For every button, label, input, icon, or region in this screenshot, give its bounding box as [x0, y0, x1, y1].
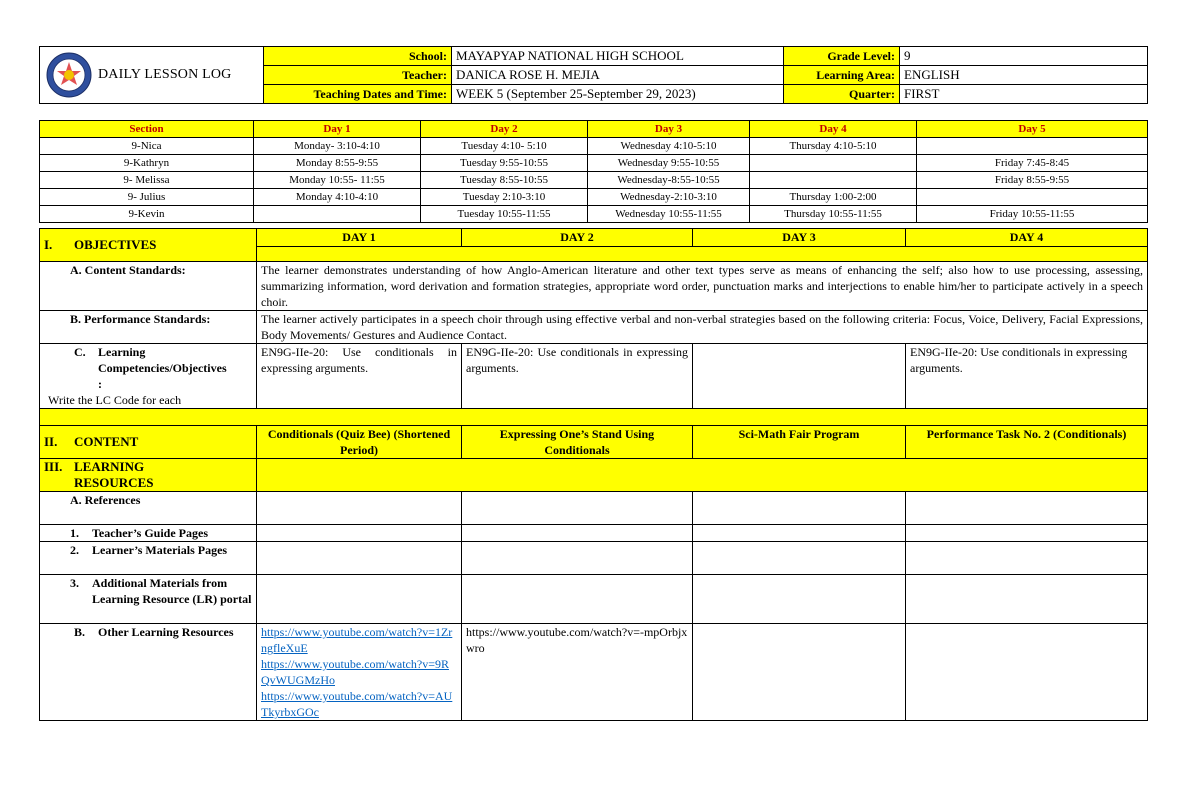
document-title: DAILY LESSON LOG — [98, 67, 232, 82]
teaching-dates-value: WEEK 5 (September 25-September 29, 2023) — [452, 85, 784, 104]
competency-day2: EN9G-IIe-20: Use conditionals in expressing arguments. — [462, 344, 693, 409]
deped-seal-icon — [46, 52, 92, 98]
learners-materials-day3 — [693, 542, 906, 575]
competency-day1: EN9G-IIe-20: Use conditionals in expressing arguments. — [257, 344, 462, 409]
table-row — [40, 155, 1148, 172]
schedule-header-cell: Day 5 — [917, 121, 1148, 138]
schedule-cell: Friday 7:45-8:45 — [917, 155, 1148, 172]
schedule-cell: Friday 10:55-11:55 — [917, 206, 1148, 223]
schedule-header-cell: Day 2 — [421, 121, 588, 138]
schedule-cell — [254, 206, 421, 223]
youtube-link[interactable]: https://www.youtube.com/watch?v=AUTkyrbxGOc — [261, 689, 453, 719]
schedule-cell: Tuesday 2:10-3:10 — [421, 189, 588, 206]
learners-materials-day4 — [906, 542, 1148, 575]
learning-resources-heading — [40, 459, 257, 492]
schedule-cell — [750, 155, 917, 172]
teacher-label: Teacher: — [264, 66, 452, 85]
schedule-cell: Monday- 3:10-4:10 — [254, 138, 421, 155]
content-standards-text: The learner demonstrates understanding of how Anglo-American literature and other text types serve as means of enhancing the self; also how to use processing, assessing, summarizing information, word derivation and formation strategies, appropriate word order, punctuation marks and interjections to enable him/her to participate actively in a speech choir. — [257, 262, 1148, 311]
schedule-cell: Wednesday 9:55-10:55 — [588, 155, 750, 172]
additional-materials-number: 3. — [70, 576, 79, 590]
additional-materials-day1 — [257, 575, 462, 624]
header-logo-cell — [40, 47, 264, 104]
table-row — [40, 138, 1148, 155]
schedule-header-row — [40, 121, 1148, 138]
teachers-guide-day4 — [906, 525, 1148, 542]
content-day2: Expressing One’s Stand Using Conditionals — [462, 426, 693, 459]
learning-area-label: Learning Area: — [784, 66, 900, 85]
content-standards-label: A. Content Standards: — [40, 262, 257, 311]
schedule-header-cell: Section — [40, 121, 254, 138]
schedule-header-cell: Day 4 — [750, 121, 917, 138]
schedule-cell: Tuesday 8:55-10:55 — [421, 172, 588, 189]
teachers-guide-day1 — [257, 525, 462, 542]
learners-materials-text: Learner’s Materials Pages — [92, 543, 228, 557]
competencies-label-line3: : — [98, 377, 102, 391]
performance-standards-label: B. Performance Standards: — [40, 311, 257, 344]
competencies-label — [40, 344, 257, 409]
table-row — [40, 206, 1148, 223]
content-day4: Performance Task No. 2 (Conditionals) — [906, 426, 1148, 459]
schedule-cell: Thursday 10:55-11:55 — [750, 206, 917, 223]
schedule-cell: Monday 4:10-4:10 — [254, 189, 421, 206]
competencies-number: C. — [74, 345, 86, 359]
competency-day4: EN9G-IIe-20: Use conditionals in expressing arguments. — [906, 344, 1148, 409]
section-name: 9-Kathryn — [40, 155, 254, 172]
day-header: DAY 3 — [693, 229, 906, 247]
content-day1: Conditionals (Quiz Bee) (Shortened Period) — [257, 426, 462, 459]
learners-materials-day2 — [462, 542, 693, 575]
day-header: DAY 2 — [462, 229, 693, 247]
other-resources-day1 — [257, 624, 462, 721]
schedule-cell: Monday 10:55- 11:55 — [254, 172, 421, 189]
objectives-number: I. — [44, 237, 53, 252]
section-name: 9-Kevin — [40, 206, 254, 223]
additional-materials-day3 — [693, 575, 906, 624]
schedule-cell: Wednesday-2:10-3:10 — [588, 189, 750, 206]
section-name: 9- Julius — [40, 189, 254, 206]
objectives-heading — [40, 229, 257, 262]
competencies-instruction: Write the LC Code for each — [48, 393, 182, 407]
teachers-guide-label — [40, 525, 257, 542]
teaching-dates-label: Teaching Dates and Time: — [264, 85, 452, 104]
learning-area-value: ENGLISH — [900, 66, 1148, 85]
performance-standards-text: The learner actively participates in a speech choir through using effective verbal and non-verbal strategies based on the following criteria: Focus, Voice, Delivery, Facial Expressions, Body Movements/ Gestures and Audience Contact. — [257, 311, 1148, 344]
references-day1 — [257, 492, 462, 525]
quarter-label: Quarter: — [784, 85, 900, 104]
section-name: 9- Melissa — [40, 172, 254, 189]
learners-materials-number: 2. — [70, 543, 79, 557]
other-resources-label — [40, 624, 257, 721]
schedule-cell: Friday 8:55-9:55 — [917, 172, 1148, 189]
grade-level-value: 9 — [900, 47, 1148, 66]
section-name: 9-Nica — [40, 138, 254, 155]
schedule-cell: Tuesday 10:55-11:55 — [421, 206, 588, 223]
learning-resources-number: III. — [44, 459, 63, 474]
table-row — [40, 172, 1148, 189]
learners-materials-day1 — [257, 542, 462, 575]
youtube-link[interactable]: https://www.youtube.com/watch?v=9RQvWUGMzHo — [261, 657, 449, 687]
yellow-spacer — [257, 459, 1148, 492]
content-label: CONTENT — [74, 434, 139, 449]
competencies-label-line2: Competencies/Objectives — [98, 361, 227, 375]
schedule-cell: Thursday 4:10-5:10 — [750, 138, 917, 155]
learners-materials-label — [40, 542, 257, 575]
other-resources-day3 — [693, 624, 906, 721]
schedule-cell: Monday 8:55-9:55 — [254, 155, 421, 172]
other-resources-day2: https://www.youtube.com/watch?v=-mpOrbjxwro — [462, 624, 693, 721]
references-day4 — [906, 492, 1148, 525]
grade-level-label: Grade Level: — [784, 47, 900, 66]
lesson-plan-table — [39, 228, 1148, 721]
yellow-spacer — [40, 409, 1148, 426]
schedule-cell: Thursday 1:00-2:00 — [750, 189, 917, 206]
table-row — [40, 189, 1148, 206]
additional-materials-day2 — [462, 575, 693, 624]
other-resources-number: B. — [74, 625, 86, 639]
schedule-cell: Wednesday 10:55-11:55 — [588, 206, 750, 223]
header-table — [39, 46, 1148, 104]
schedule-cell: Tuesday 4:10- 5:10 — [421, 138, 588, 155]
schedule-cell: Wednesday-8:55-10:55 — [588, 172, 750, 189]
yellow-spacer — [257, 247, 1148, 262]
youtube-link[interactable]: https://www.youtube.com/watch?v=1ZrngfleXuE — [261, 625, 453, 655]
objectives-label: OBJECTIVES — [74, 237, 157, 252]
schedule-header-cell: Day 3 — [588, 121, 750, 138]
additional-materials-text: Additional Materials from Learning Resource (LR) portal — [92, 576, 252, 606]
schedule-cell: Wednesday 4:10-5:10 — [588, 138, 750, 155]
teachers-guide-text: Teacher’s Guide Pages — [92, 526, 208, 540]
competencies-label-line1: Learning — [98, 345, 146, 359]
content-heading — [40, 426, 257, 459]
references-day3 — [693, 492, 906, 525]
school-value: MAYAPYAP NATIONAL HIGH SCHOOL — [452, 47, 784, 66]
schedule-header-cell: Day 1 — [254, 121, 421, 138]
additional-materials-label — [40, 575, 257, 624]
day-header: DAY 4 — [906, 229, 1148, 247]
teachers-guide-number: 1. — [70, 526, 79, 540]
learning-resources-label-line2: RESOURCES — [74, 475, 154, 490]
learning-resources-label-line1: LEARNING — [74, 459, 145, 474]
references-day2 — [462, 492, 693, 525]
other-resources-day4 — [906, 624, 1148, 721]
teachers-guide-day2 — [462, 525, 693, 542]
school-label: School: — [264, 47, 452, 66]
schedule-table — [39, 120, 1148, 223]
content-day3: Sci-Math Fair Program — [693, 426, 906, 459]
teacher-value: DANICA ROSE H. MEJIA — [452, 66, 784, 85]
schedule-cell — [750, 172, 917, 189]
schedule-cell: Tuesday 9:55-10:55 — [421, 155, 588, 172]
schedule-cell — [917, 138, 1148, 155]
day-header: DAY 1 — [257, 229, 462, 247]
quarter-value: FIRST — [900, 85, 1148, 104]
competency-day3 — [693, 344, 906, 409]
references-label: A. References — [40, 492, 257, 525]
content-number: II. — [44, 434, 58, 449]
additional-materials-day4 — [906, 575, 1148, 624]
teachers-guide-day3 — [693, 525, 906, 542]
schedule-cell — [917, 189, 1148, 206]
other-resources-text: Other Learning Resources — [98, 625, 234, 639]
